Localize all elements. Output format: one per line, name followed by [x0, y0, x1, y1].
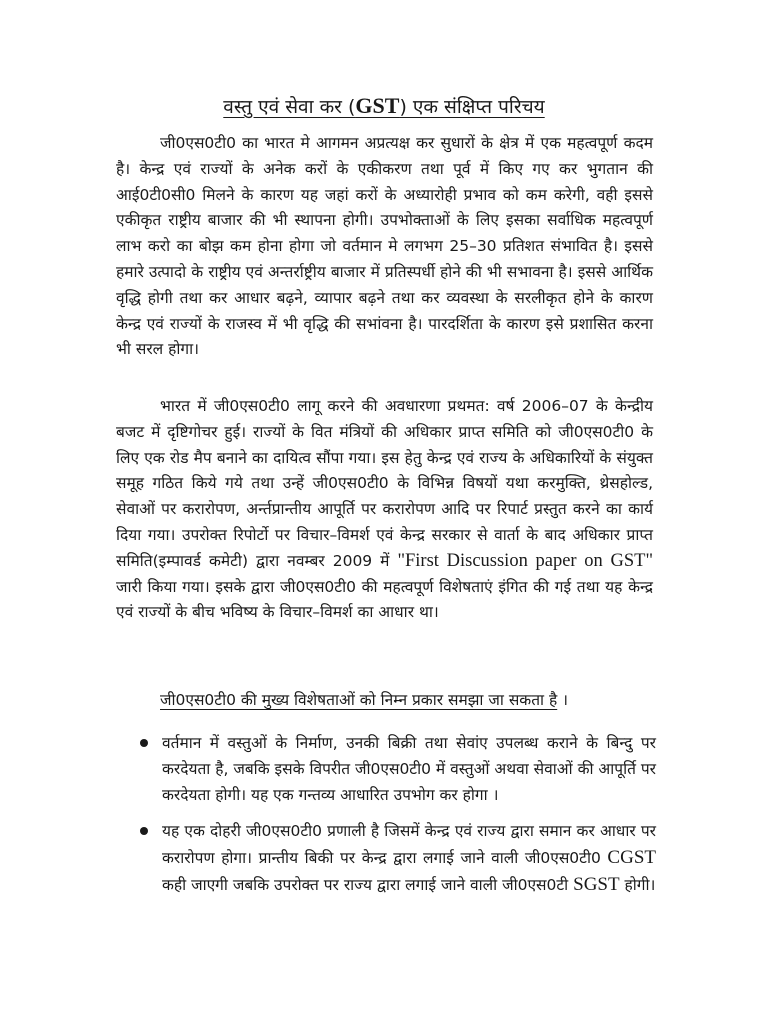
document-title: [0, 92, 768, 121]
history-text-before: भारत में जी0एस0टी0 लागू करने की अवधारणा प्रथमत: वर्ष 2006–07 के केन्द्रीय बजट में दृष्टिगोचर हुई। राज्यों के वित मंत्रियों की अधिकार प्राप्त समिति को जी0एस0टी0 के लिए एक रोड मैप बनाने का दायित्व सौंपा गया। इस हेतु केन्द्र एवं राज्य के अधिकारियों के संयुक्त समूह गठित किये गये तथा उन्हें जी0एस0टी0 के विभिन्न विषयों यथा करमुक्ति, थ्रेसहोल्ड, सेवाओं पर करारोपण, अर्न्तप्रान्तीय आपूर्ति पर करारोपण आदि पर रिपार्ट प्रस्तुत करने का कार्य दिया गया। उपरोक्त रिपोर्टो पर विचार–विमर्श एवं केन्द्र सरकार से वार्ता के बाद अधिकार प्राप्त समिति(इम्पावर्ड कमेटी) द्वारा नवम्बर 2009 में: [116, 397, 653, 570]
features-heading-end: ।: [557, 691, 569, 709]
bullet-text-part: यह एक दोहरी जी0एस0टी0 प्रणाली है जिसमें केन्द्र एवं राज्य द्वारा समान कर आधार पर करारोपण होगा। प्रान्तीय बिकी पर केन्द्र द्वारा लगाई जाने वाली जी0एस0टी0: [162, 822, 656, 867]
cgst-term: CGST: [607, 846, 656, 868]
bullet-icon: [140, 827, 148, 835]
paragraph-history: [116, 394, 653, 626]
sgst-term: SGST: [573, 873, 620, 895]
features-list-1: [116, 731, 656, 808]
bullet-text: वर्तमान में वस्तुओं के निर्माण, उनकी बिक्री तथा सेवांए उपलब्ध कराने के बिन्दु पर करदेयता है, जबकि इसके विपरीत जी0एस0टी0 में वस्तुओं अथवा सेवाओं की आपूर्ति पर करदेयता होगी। यह एक गन्तव्य आधारित उपभोग कर होगा ।: [162, 734, 656, 804]
title-text: [223, 93, 545, 118]
paragraph-introduction: जी0एस0टी0 का भारत मे आगमन अप्रत्यक्ष कर सुधारों के क्षेत्र में एक महत्वपूर्ण कदम है। केन्द्र एवं राज्यों के अनेक करों के एकीकरण तथा पूर्व में किए गए कर भुगतान की आई0टी0सी0 मिलने के कारण यह जहां करों के अध्यारोही प्रभाव को कम करेगी, वही इससे एकीकृत राष्ट्रीय बाजार की भी स्थापना होगी। उपभोक्ताओं के लिए इसका सर्वाधिक महत्वपूर्ण लाभ करो का बोझ कम होना होगा जो वर्तमान मे लगभग 25–30 प्रतिशत संभावित है। इससे हमारे उत्पादो के राष्ट्रीय एवं अन्तर्राष्ट्रीय बाजार में प्रतिस्पर्धी होने की भी सभावना है। इससे आर्थिक वृद्धि होगी तथा कर आधार बढ़ने, व्यापार बढ़ने तथा कर व्यवस्था के सरलीकृत होने के कारण केन्द्र एवं राज्यों के राजस्व में भी वृद्धि की सभांवना है। पारदर्शिता के कारण इसे प्रशासित करना भी सरल होगा।: [116, 134, 653, 359]
discussion-paper-title: "First Discussion paper on GST": [397, 550, 653, 571]
features-heading: [160, 688, 660, 712]
list-item: [116, 819, 656, 898]
title-suffix: ) एक संक्षिप्त परिचय: [399, 96, 545, 118]
list-item: [116, 731, 656, 808]
features-heading-text: जी0एस0टी0 की मुख्य विशेषताओं को निम्न प्रकार समझा जा सकता है: [160, 691, 558, 709]
bullet-text-part: कही जाएगी जबकि उपरोक्त पर राज्य द्वारा लगाई जाने वाली जी0एस0टी: [162, 875, 574, 894]
features-list-2: [116, 819, 656, 898]
bullet-icon: [140, 739, 148, 747]
title-gst: GST: [355, 93, 400, 118]
bullet-text-part: होगी।: [619, 875, 656, 894]
history-text-after: जारी किया गया। इसके द्वारा जी0एस0टी0 की महत्वपूर्ण विशेषताएं इंगित की गई तथा यह केन्द्र एवं राज्यों के बीच भविष्य के विचार–विमर्श का आधार था।: [116, 577, 653, 622]
title-prefix: वस्तु एवं सेवा कर (: [223, 96, 356, 118]
